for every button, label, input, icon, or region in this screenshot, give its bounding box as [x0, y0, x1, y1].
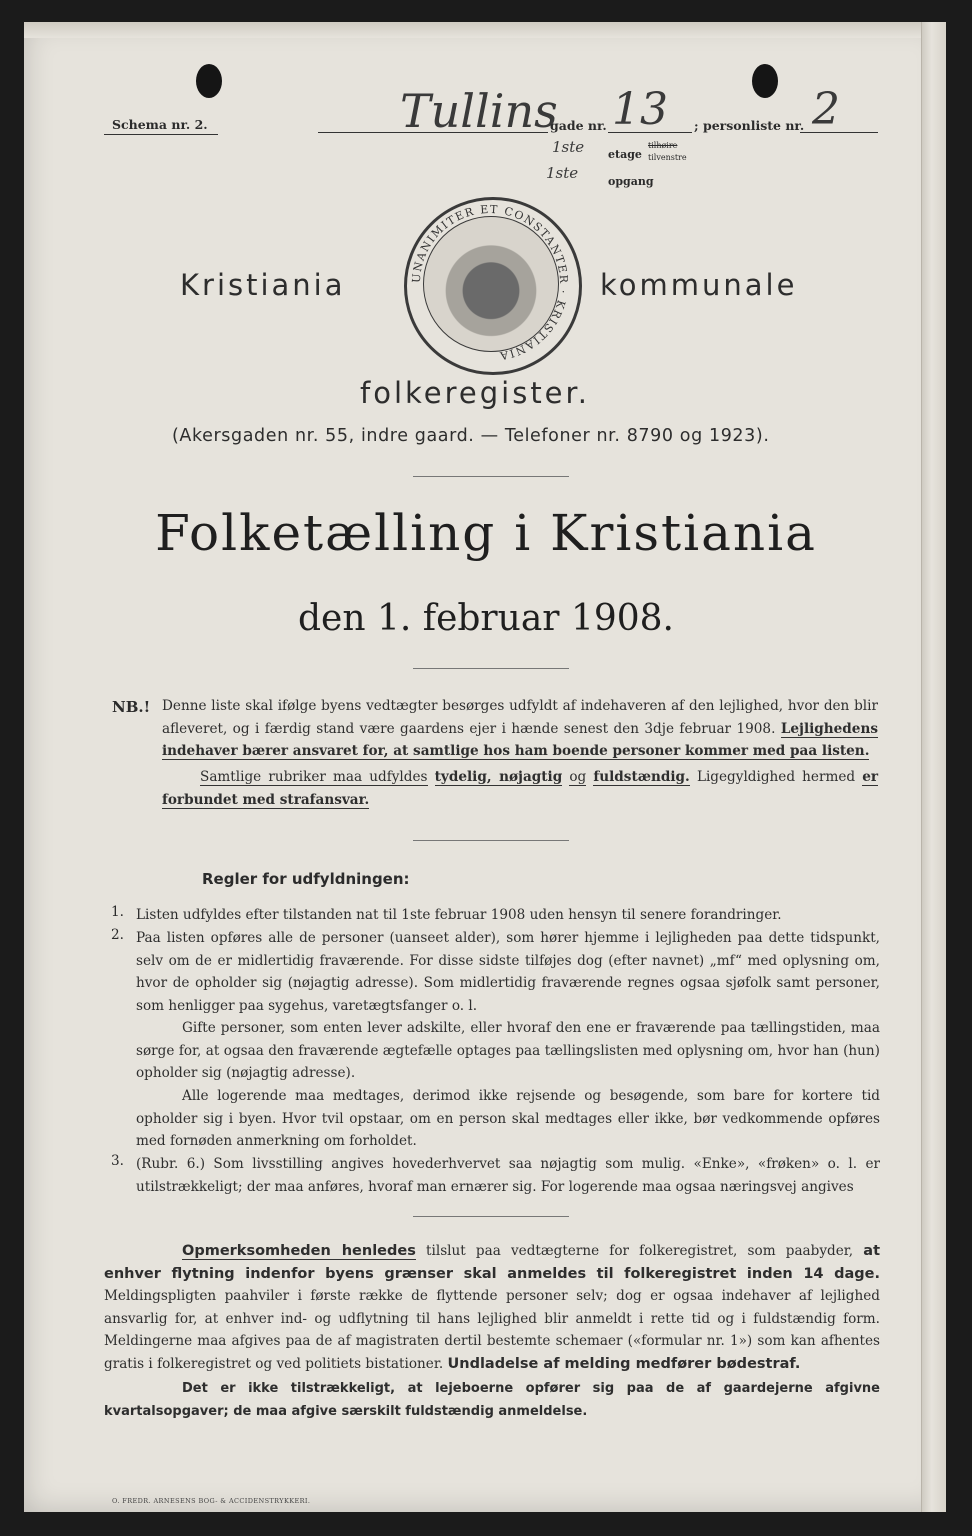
printer-imprint: O. FREDR. ARNESENS BOG- & ACCIDENSTRYKKERI. — [112, 1497, 311, 1505]
nb-p2-c: og — [569, 769, 587, 785]
main-title: Folketælling i Kristiania — [155, 504, 817, 562]
notice-paragraph — [104, 1240, 880, 1375]
opgang-handwritten: 1ste — [546, 164, 579, 182]
rule-3-text: (Rubr. 6.) Som livsstilling angives hovederhvervet saa nøjagtig som mulig. «Enke», «frøken» o. l. er utilstrækkeligt; der maa anføres, hvoraf man ernærer sig. For logerende maa ogsaa næringsvej angives — [136, 1156, 880, 1195]
nb-p1-text: Denne liste skal ifølge byens vedtægter besørges udfyldt af indehaveren af den lejlighed, hvor den blir afleveret, og i færdig stand være gaardens ejer i hænde senest den 3dje februar 1908. — [162, 698, 878, 737]
personliste-label: ; personliste nr. — [694, 118, 805, 133]
notice-p1-bold: at enhver flytning indenfor byens grænser skal anmeldes til folkeregistret inden 14 dage. — [104, 1243, 881, 1282]
separator-4 — [413, 1216, 569, 1217]
paper-top-edge — [24, 22, 946, 38]
rule-3-number: 3. — [111, 1153, 124, 1169]
notice-p2-bold: Undladelse af melding medfører bødestraf. — [447, 1355, 801, 1372]
notice-p2: Meldingspligten paahviler i første række de flyttende personer selv; dog er ogsaa indehaver af lejlighed ansvarlig for, at enhver ind- og udflytning til hans lejlighed blir anmeldt i rette tid og i fuldstændig form. Meldingerne maa afgives paa de af magistraten dertil bestemte schemaer («formular nr. 1») som kan afhentes gratis i folkeregistret og ved politiets bistationer. — [104, 1288, 880, 1372]
nb-label: NB.! — [112, 698, 151, 716]
nb-paragraph-2 — [162, 766, 878, 811]
personliste-handwritten: 2 — [812, 84, 840, 135]
header-address: (Akersgaden nr. 55, indre gaard. — Telefoner nr. 8790 og 1923). — [172, 426, 770, 446]
rule-2-text: Paa listen opføres alle de personer (uanseet alder), som hører hjemme i lejligheden paa dette tidspunkt, selv om de er midlertidig fraværende. For disse sidste tilføjes dog (efter navnet) „mf“ med oplysning om, hvor de opholder sig (nøjagtig adresse). Som midlertidig fraværende regnes ogsaa sjøfolk samt personer, som henligger paa sygehus, varetægtsfanger o. l. — [136, 930, 880, 1014]
header-folkeregister: folkeregister. — [360, 376, 591, 410]
svg-text:UNANIMITER ET CONSTANTER · KRI: UNANIMITER ET CONSTANTER · KRISTIANIA — [409, 202, 571, 363]
nb-p2-d: fuldstændig. — [593, 769, 690, 785]
rule-2-number: 2. — [111, 927, 124, 943]
rule-2-gifte: Gifte personer, som enten lever adskilte, eller hvoraf den ene er fraværende paa tællingstiden, maa sørge for, at ogsaa den fraværende ægtefælle optages paa tællingslisten med oplysning om, hvor han (hun) opholder sig (nøjagtig adresse). — [136, 1020, 880, 1081]
census-date: den 1. februar 1908. — [297, 598, 674, 639]
nb-p2-a: Samtlige rubriker maa udfyldes — [200, 769, 428, 785]
punch-hole-right — [752, 64, 778, 98]
schema-number: Schema nr. 2. — [112, 117, 208, 132]
notice-p1: tilslut paa vedtægterne for folkeregistret, som paabyder, — [426, 1243, 854, 1259]
notice-final: Det er ikke tilstrækkeligt, at lejeboerne opfører sig paa de af gaardejerne afgivne kvartalsopgaver; de maa afgive særskilt fuldstændig anmeldelse. — [104, 1381, 880, 1419]
header-kommunale: kommunale — [600, 268, 798, 302]
separator-1 — [413, 476, 569, 477]
header-kristiania: Kristiania — [180, 268, 346, 302]
nb-p2-f: er forbundet med strafansvar. — [162, 769, 879, 808]
etage-handwritten: 1ste — [552, 138, 585, 156]
street-handwritten: Tullins — [400, 84, 558, 138]
side-left-label: tilvenstre — [648, 153, 687, 162]
opgang-label: opgang — [608, 175, 654, 188]
separator-3 — [413, 840, 569, 841]
schema-underline — [104, 134, 218, 135]
rule-2-logerende: Alle logerende maa medtages, derimod ikke rejsende og besøgende, som bare for kortere tid opholder sig i byen. Hvor tvil opstaar, om en person skal medtages eller ikke, bør vedkommende opføres med fornøden anmerkning om forholdet. — [136, 1088, 880, 1149]
nb-p1-bold: Lejlighedens indehaver bærer ansvaret for, at samtlige hos ham boende personer kommer med paa listen. — [162, 720, 878, 759]
separator-2 — [413, 668, 569, 669]
nb-p2-e: Ligegyldighed hermed — [696, 769, 856, 785]
gade-nr-handwritten: 13 — [612, 84, 668, 135]
rule-1-text: Listen udfyldes efter tilstanden nat til 1ste februar 1908 uden hensyn til senere forandringer. — [136, 907, 782, 923]
nb-paragraph-1 — [162, 695, 878, 763]
nb-p2-b: tydelig, nøjagtig — [434, 769, 563, 785]
rule-1-number: 1. — [111, 904, 124, 920]
paper-right-edge — [921, 22, 946, 1512]
side-right-label: tilhøire — [648, 141, 678, 150]
notice-lead: Opmerksomheden henledes — [182, 1243, 416, 1259]
etage-label: etage — [608, 148, 642, 161]
gade-label: gade nr. — [550, 118, 607, 133]
punch-hole-left — [196, 64, 222, 98]
rules-heading: Regler for udfyldningen: — [202, 870, 410, 888]
seal-ring-lettering — [404, 197, 576, 369]
kristiania-city-seal — [404, 197, 582, 375]
